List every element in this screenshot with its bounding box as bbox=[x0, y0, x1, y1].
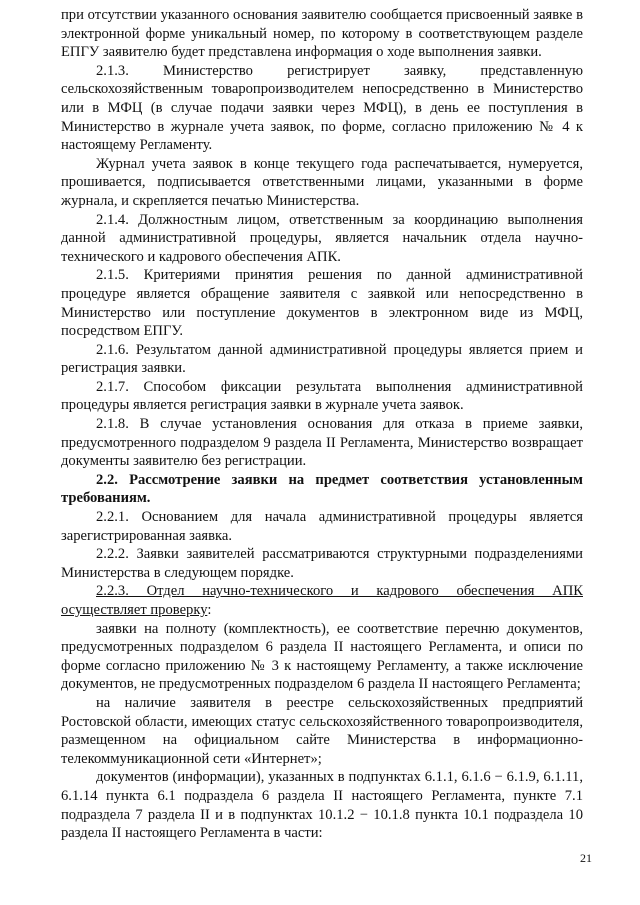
paragraph: 2.1.4. Должностным лицом, ответственным за координацию выполнения данной административной процедуры, является начальник отдела научно-технического и кадрового обеспечения АПК. bbox=[61, 211, 583, 265]
page-number: 21 bbox=[580, 851, 592, 865]
paragraph bbox=[61, 582, 583, 619]
paragraph: при отсутствии указанного основания заявителю сообщается присвоенный заявке в электронной форме уникальный номер, по которому в соответствующем разделе ЕПГУ заявителю будет представлена информация о ходе выполнения заявки. bbox=[61, 7, 583, 61]
section-heading: 2.2. Рассмотрение заявки на предмет соответствия установленным требованиям. bbox=[61, 471, 583, 507]
paragraph: заявки на полноту (комплектность), ее соответствие перечню документов, предусмотренных подразделом 6 раздела II настоящего Регламента, и описи по форме согласно приложению № 3 к настоящему Регламенту, а также исключение документов, не предусмотренных подразделом 6 раздела II настоящего Регламента; bbox=[61, 620, 583, 693]
paragraph: 2.2.2. Заявки заявителей рассматриваются структурными подразделениями Министерства в следующем порядке. bbox=[61, 546, 583, 581]
underlined-clause: 2.2.3. Отдел научно-технического и кадрового обеспечения АПК осуществляет проверку bbox=[61, 583, 583, 618]
paragraph: на наличие заявителя в реестре сельскохозяйственных предприятий Ростовской области, имеющих статус сельскохозяйственного товаропроизводителя, размещенном на официальном сайте Министерства в информационно-телекоммуникационной сети «Интернет»; bbox=[61, 694, 583, 767]
paragraph: Журнал учета заявок в конце текущего года распечатывается, нумеруется, прошивается, подписывается ответственными лицами, указанными в форме журнала, и скрепляется печатью Министерства. bbox=[61, 155, 583, 209]
paragraph: документов (информации), указанных в подпунктах 6.1.1, 6.1.6 − 6.1.9, 6.1.11, 6.1.14 пункта 6.1 подраздела 6 раздела II настоящего Регламента, пункте 7.1 подраздела 7 раздела II и в подпунктах 10.1.2 − 10.1.8 пункта 10.1 подраздела 10 раздела II настоящего Регламента в части: bbox=[61, 769, 583, 842]
body-text bbox=[61, 6, 583, 843]
paragraph: 2.2.1. Основанием для начала административной процедуры является зарегистрированная заявка. bbox=[61, 509, 583, 544]
clause-colon: : bbox=[207, 602, 212, 618]
paragraph: 2.1.3. Министерство регистрирует заявку, представленную сельскохозяйственным товаропроизводителем непосредственно в Министерство или в МФЦ (в случае подачи заявки через МФЦ), в день ее поступления в Министерство в журнале учета заявок, по форме, согласно приложению № 4 к настоящему Регламенту. bbox=[61, 62, 583, 154]
paragraph: 2.1.5. Критериями принятия решения по данной административной процедуре является обращение заявителя с заявкой или непосредственно в Министерство или поступление документов в электронном виде из МФЦ, посредством ЕПГУ. bbox=[61, 267, 583, 340]
paragraph: 2.1.6. Результатом данной административной процедуры является прием и регистрация заявки. bbox=[61, 341, 583, 377]
paragraph: 2.1.8. В случае установления основания для отказа в приеме заявки, предусмотренного подразделом 9 раздела II Регламента, Министерство возвращает документы заявителю без регистрации. bbox=[61, 416, 583, 470]
paragraph: 2.1.7. Способом фиксации результата выполнения административной процедуры является регистрация заявки в журнале учета заявок. bbox=[61, 378, 583, 414]
